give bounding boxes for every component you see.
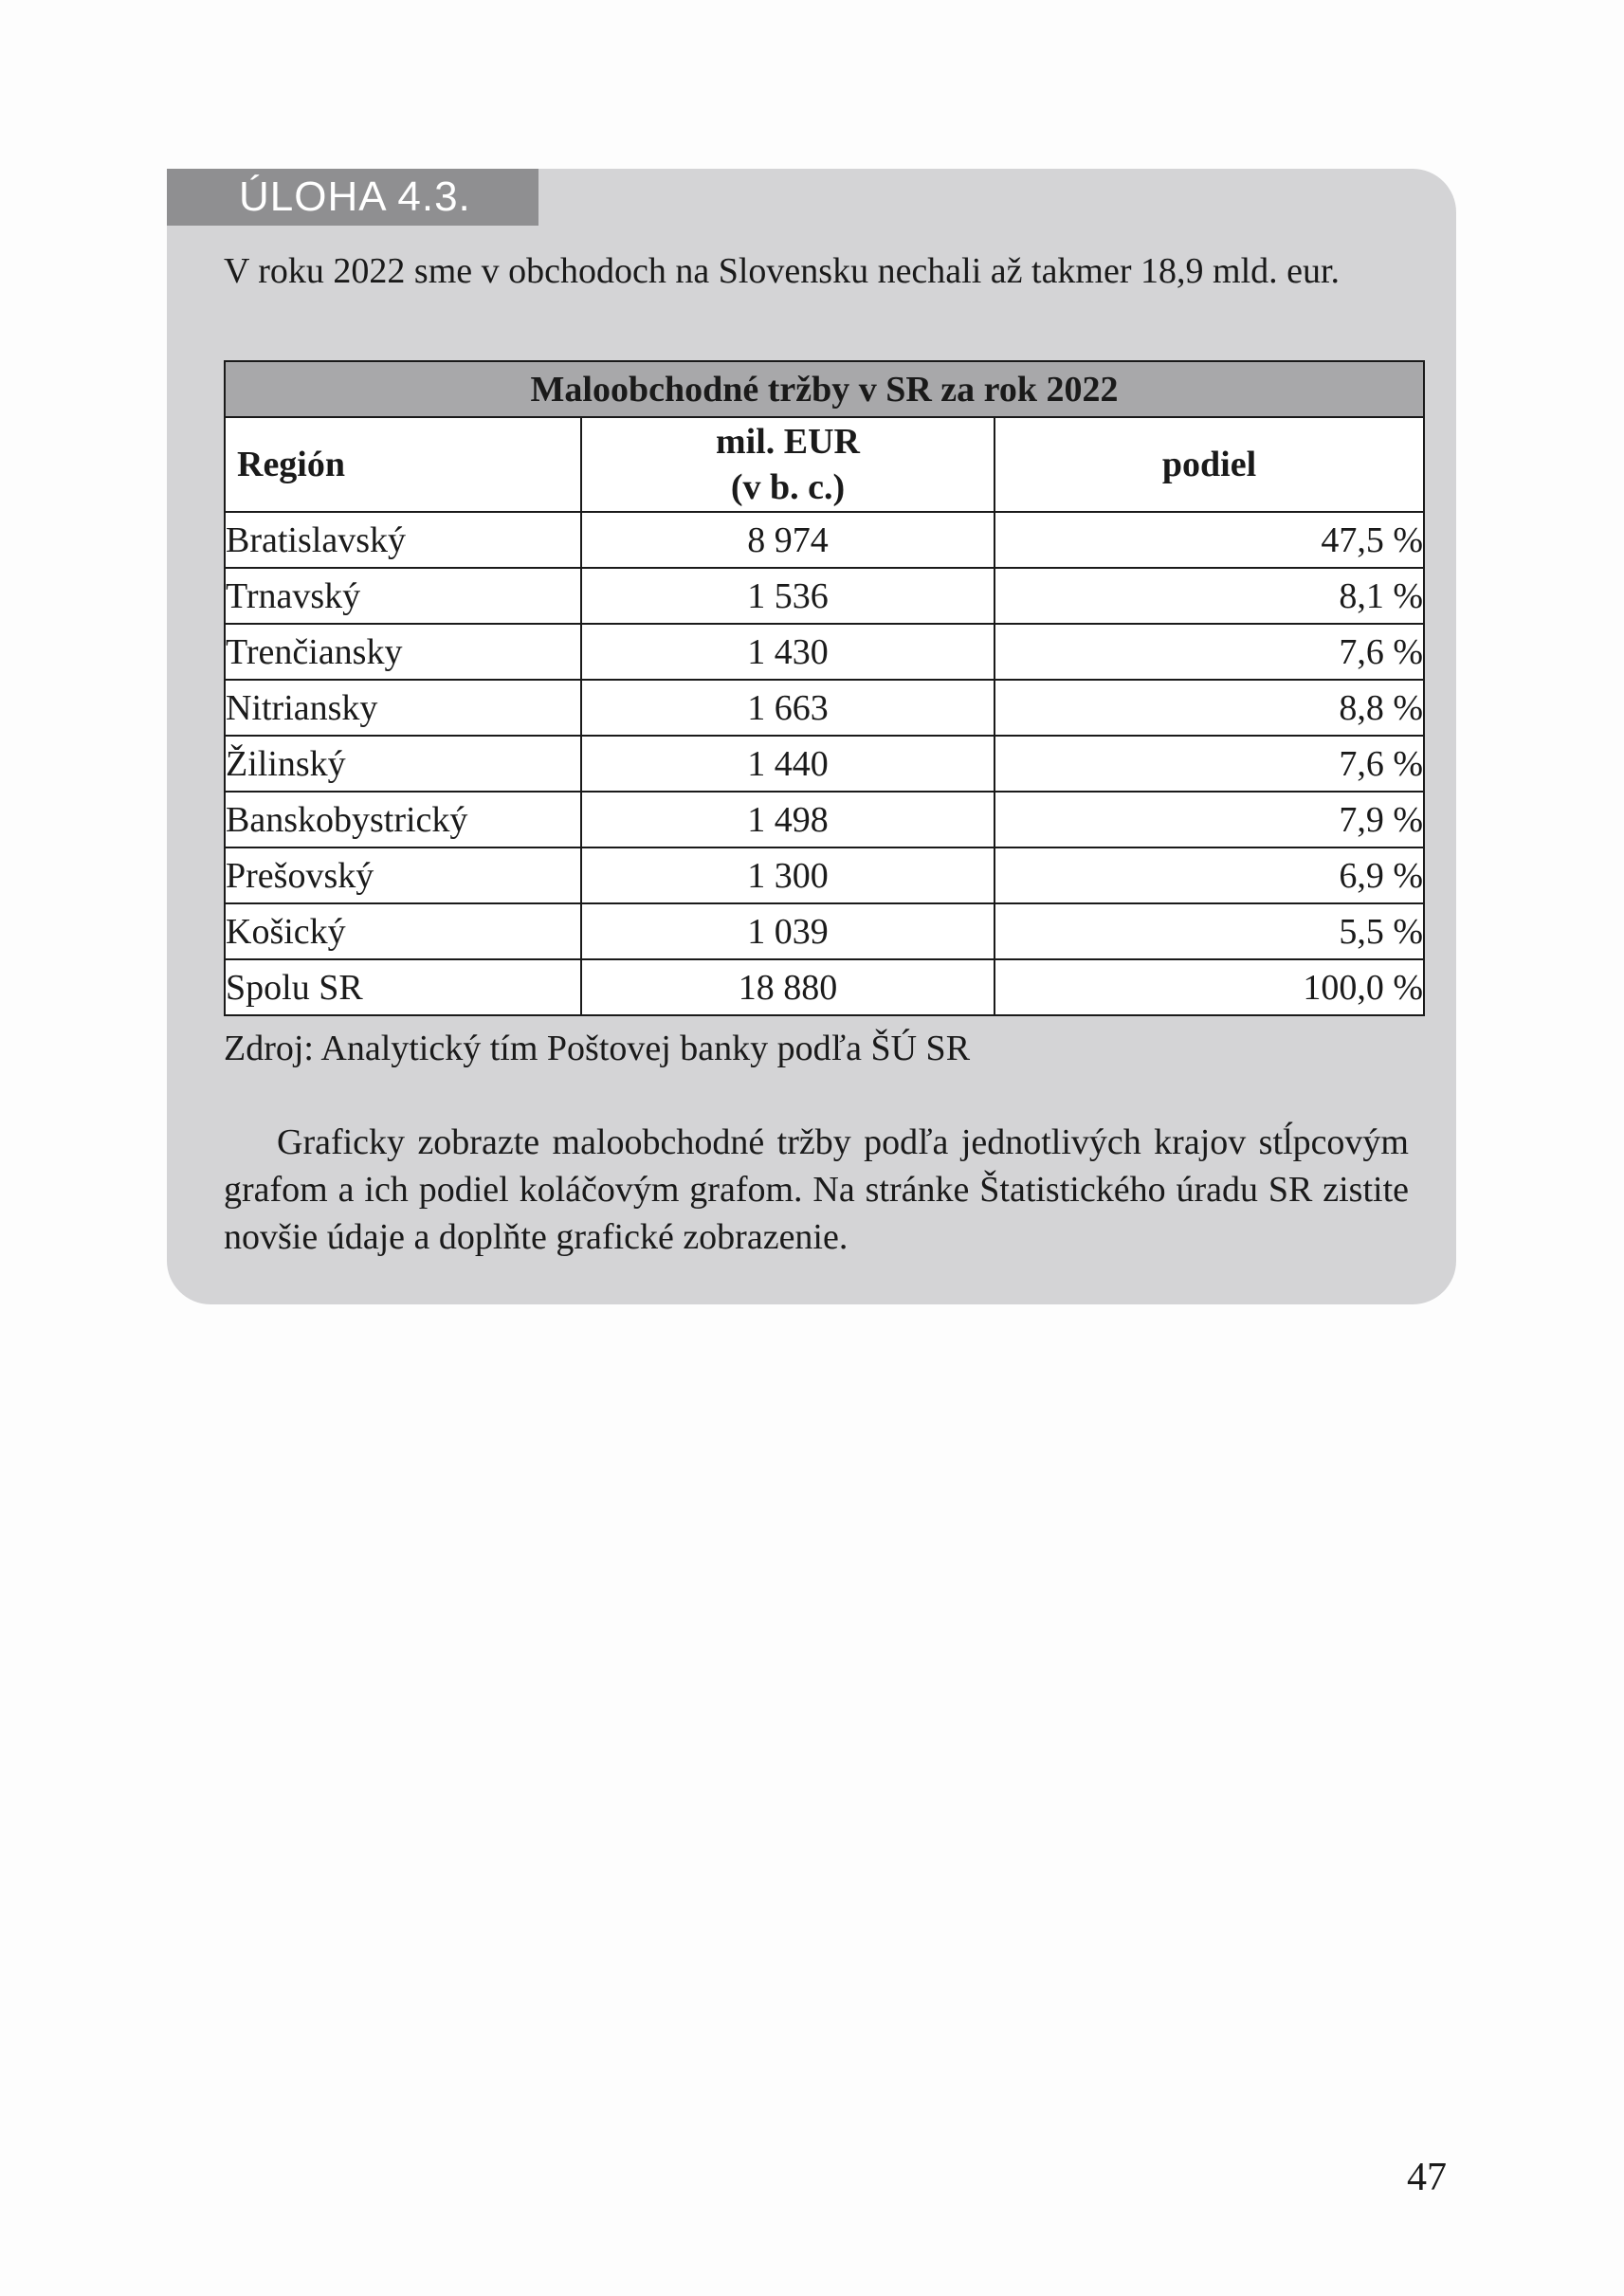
- share-cell: 5,5 %: [994, 903, 1424, 959]
- share-cell: 8,8 %: [994, 680, 1424, 736]
- share-cell: 7,6 %: [994, 736, 1424, 792]
- task-instructions: Graficky zobrazte maloobchodné tržby podľa jednotlivých krajov stĺpcovým grafom a ich podiel koláčovým grafom. Na stránke Štatistického úradu SR zistite novšie údaje a doplňte grafické zobrazenie.: [224, 1122, 1409, 1257]
- header-region: Región: [225, 417, 581, 512]
- value-cell: 1 440: [581, 736, 994, 792]
- share-cell: 8,1 %: [994, 568, 1424, 624]
- table-row: [225, 568, 1424, 624]
- region-cell: Prešovský: [225, 847, 581, 903]
- share-cell: 7,9 %: [994, 792, 1424, 847]
- share-cell: 6,9 %: [994, 847, 1424, 903]
- value-cell: 1 536: [581, 568, 994, 624]
- region-cell: Nitriansky: [225, 680, 581, 736]
- header-mil-eur-line2: (v b. c.): [730, 467, 846, 507]
- share-cell: 7,6 %: [994, 624, 1424, 680]
- table-source: Zdroj: Analytický tím Poštovej banky podľa ŠÚ SR: [224, 1029, 971, 1068]
- header-mil-eur: [581, 417, 994, 512]
- value-cell: 1 300: [581, 847, 994, 903]
- region-cell: Trnavský: [225, 568, 581, 624]
- table-row: [225, 512, 1424, 568]
- page-number: 47: [1407, 2156, 1447, 2199]
- share-cell: 100,0 %: [994, 959, 1424, 1015]
- value-cell: 1 663: [581, 680, 994, 736]
- value-cell: 18 880: [581, 959, 994, 1015]
- value-cell: 8 974: [581, 512, 994, 568]
- task-label: ÚLOHA 4.3.: [167, 169, 538, 226]
- value-cell: 1 430: [581, 624, 994, 680]
- task-intro: V roku 2022 sme v obchodoch na Slovensku nechali až takmer 18,9 mld. eur.: [224, 251, 1341, 291]
- table-row: [225, 903, 1424, 959]
- value-cell: 1 039: [581, 903, 994, 959]
- table-row: [225, 680, 1424, 736]
- region-cell: Spolu SR: [225, 959, 581, 1015]
- sales-table: [224, 360, 1425, 1016]
- region-cell: Bratislavský: [225, 512, 581, 568]
- value-cell: 1 498: [581, 792, 994, 847]
- table-row: [225, 736, 1424, 792]
- region-cell: Košický: [225, 903, 581, 959]
- header-share: podiel: [994, 417, 1424, 512]
- table-title: Maloobchodné tržby v SR za rok 2022: [225, 361, 1424, 417]
- header-mil-eur-line1: mil. EUR: [716, 422, 860, 462]
- share-cell: 47,5 %: [994, 512, 1424, 568]
- table-row: [225, 624, 1424, 680]
- table-row: [225, 847, 1424, 903]
- region-cell: Banskobystrický: [225, 792, 581, 847]
- region-cell: Trenčiansky: [225, 624, 581, 680]
- table-row-total: [225, 959, 1424, 1015]
- table-row: [225, 792, 1424, 847]
- region-cell: Žilinský: [225, 736, 581, 792]
